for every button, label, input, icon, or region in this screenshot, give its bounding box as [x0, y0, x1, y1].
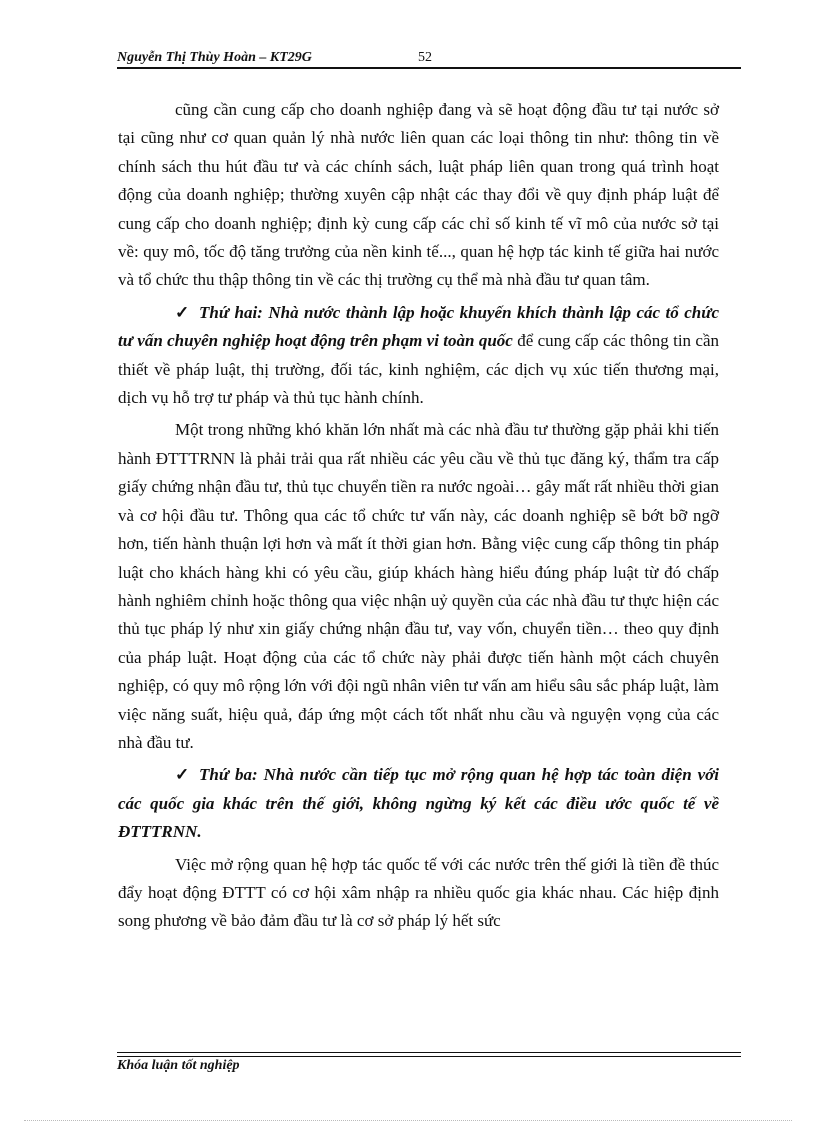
paragraph-4 — [118, 761, 719, 846]
document-body — [118, 96, 719, 940]
paragraph-2-emphasis: Thứ hai: Nhà nước thành lập hoặc khuyến khích thành lập các tổ chức tư vấn chuyên nghiệp hoạt động trên phạm vi toàn quốc — [118, 302, 719, 351]
page-edge-divider — [24, 1120, 792, 1121]
page-footer: Khóa luận tốt nghiệp — [117, 1058, 240, 1073]
footer-divider — [117, 1052, 741, 1057]
paragraph-5: Việc mở rộng quan hệ hợp tác quốc tế với các nước trên thế giới là tiền đề thúc đẩy hoạt động ĐTTT có cơ hội xâm nhập ra nhiều quốc gia khác nhau. Các hiệp định song phương về bảo đảm đầu tư là cơ sở pháp lý hết sức — [118, 854, 719, 931]
paragraph-2 — [118, 299, 719, 413]
header-author: Nguyễn Thị Thùy Hoàn – KT29G — [117, 50, 312, 65]
page-number: 52 — [418, 50, 432, 65]
header-divider — [117, 67, 741, 69]
checkmark-icon: ✓ — [175, 765, 190, 785]
paragraph-2-rest: để cung cấp các thông tin cần thiết về pháp luật, thị trường, đối tác, kinh nghiệm, các dịch vụ xúc tiến thương mại, dịch vụ hỗ trợ tư pháp và thủ tục hành chính. — [118, 331, 720, 408]
paragraph-4-emphasis: Thứ ba: Nhà nước cần tiếp tục mở rộng quan hệ hợp tác toàn diện với các quốc gia khác trên thế giới, không ngừng ký kết các điều ước quốc tế về ĐTTTRNN. — [118, 765, 719, 842]
paragraph-1: cũng cần cung cấp cho doanh nghiệp đang và sẽ hoạt động đầu tư tại nước sở tại cũng như cơ quan quản lý nhà nước liên quan các loại thông tin như: thông tin về chính sách thu hút đầu tư và các chính sách, luật pháp liên quan trong quá trình hoạt động của doanh nghiệp; thường xuyên cập nhật các thay đổi về quy định pháp luật để cung cấp cho doanh nghiệp; định kỳ cung cấp các chỉ số kinh tế vĩ mô của nước sở tại về: quy mô, tốc độ tăng trưởng của nền kinh tế..., quan hệ hợp tác kinh tế giữa hai nước và tổ chức thu thập thông tin về các thị trường cụ thể mà nhà đầu tư quan tâm. — [118, 100, 719, 290]
paragraph-3: Một trong những khó khăn lớn nhất mà các nhà đầu tư thường gặp phải khi tiến hành ĐTTTRNN là phải trải qua rất nhiều các yêu cầu về thủ tục đăng ký, thẩm tra cấp giấy chứng nhận đầu tư, thủ tục chuyển tiền ra nước ngoài… gây mất rất nhiều thời gian và cơ hội đầu tư. Thông qua các tổ chức tư vấn này, các doanh nghiệp sẽ bớt bỡ ngỡ hơn, tiến hành thuận lợi hơn và mất ít thời gian hơn. Bằng việc cung cấp thông tin pháp luật cho khách hàng khi có yêu cầu, giúp khách hàng hiểu đúng pháp luật từ đó chấp hành nghiêm chỉnh hoặc thông qua việc nhận uỷ quyền của các nhà đầu tư thực hiện các thủ tục pháp lý như xin giấy chứng nhận đầu tư, vay vốn, chuyển tiền… theo quy định của pháp luật. Hoạt động của các tổ chức này phải được tiến hành một cách chuyên nghiệp, có quy mô rộng lớn với đội ngũ nhân viên tư vấn am hiểu sâu sắc pháp luật, làm việc năng suất, hiệu quả, đáp ứng một cách tốt nhất nhu cầu và nguyện vọng của các nhà đầu tư. — [118, 420, 719, 752]
checkmark-icon: ✓ — [175, 302, 190, 322]
